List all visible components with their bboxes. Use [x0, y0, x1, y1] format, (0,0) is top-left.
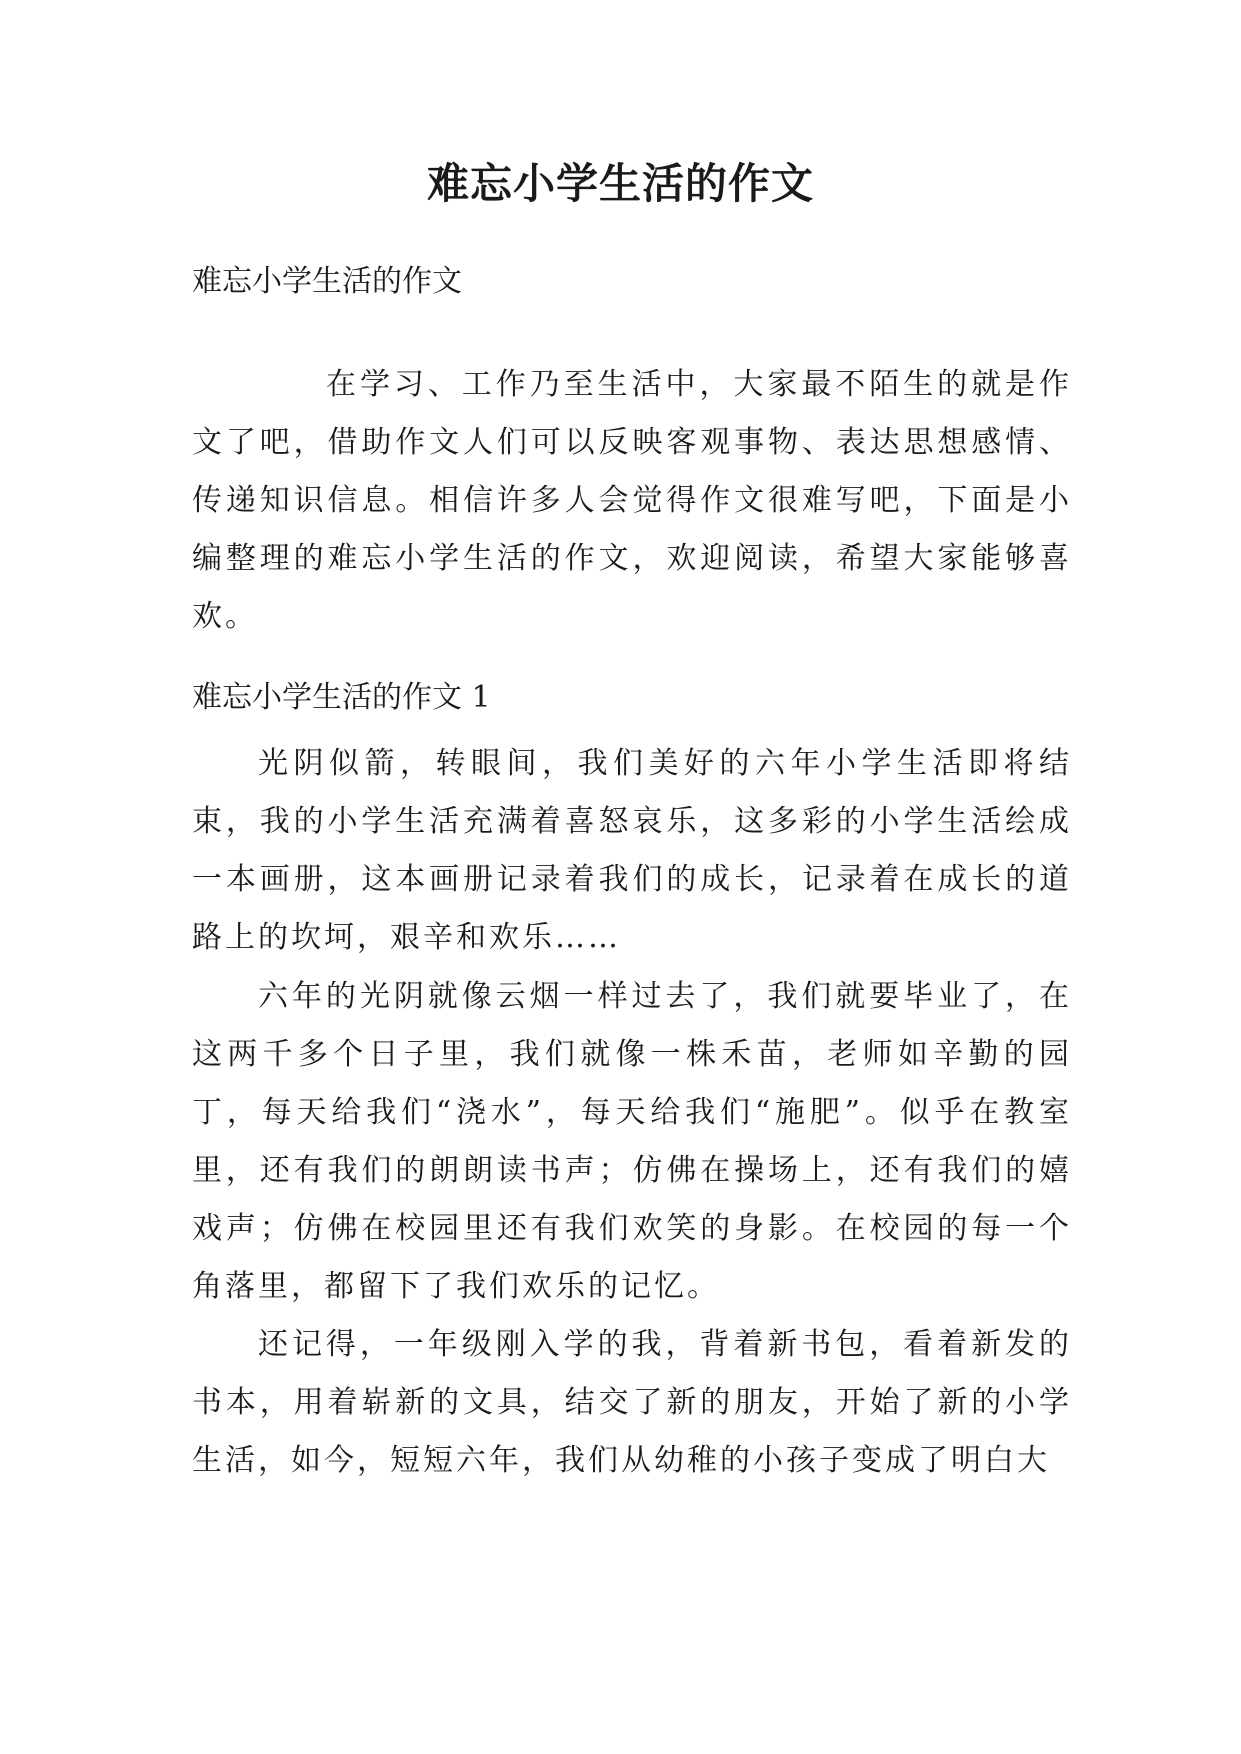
subtitle: 难忘小学生活的作文 [192, 264, 462, 299]
body-paragraph-2: 六年的光阴就像云烟一样过去了，我们就要毕业了，在这两千多个日子里，我们就像一株禾苗，老师如辛勤的园丁，每天给我们“浇水”，每天给我们“施肥”。似乎在教室里，还有我们的朗朗读书声；仿佛在操场上，还有我们的嬉戏声；仿佛在校园里还有我们欢笑的身影。在校园的每一个角落里，都留下了我们欢乐的记忆。 [192, 979, 1072, 1304]
section-heading: 难忘小学生活的作文 1 [192, 680, 491, 715]
body-paragraph-3: 还记得，一年级刚入学的我，背着新书包，看着新发的书本，用着崭新的文具，结交了新的朋友，开始了新的小学生活，如今，短短六年，我们从幼稚的小孩子变成了明白大 [192, 1327, 1072, 1478]
intro-paragraph: 在学习、工作乃至生活中，大家最不陌生的就是作文了吧，借助作文人们可以反映客观事物、表达思想感情、传递知识信息。相信许多人会觉得作文很难写吧，下面是小编整理的难忘小学生活的作文，欢迎阅读，希望大家能够喜欢。 [192, 367, 1072, 634]
body-paragraph-1: 光阴似箭，转眼间，我们美好的六年小学生活即将结束，我的小学生活充满着喜怒哀乐，这多彩的小学生活绘成一本画册，这本画册记录着我们的成长，记录着在成长的道路上的坎坷，艰辛和欢乐…… [192, 746, 1072, 955]
page-title: 难忘小学生活的作文 [426, 159, 814, 208]
